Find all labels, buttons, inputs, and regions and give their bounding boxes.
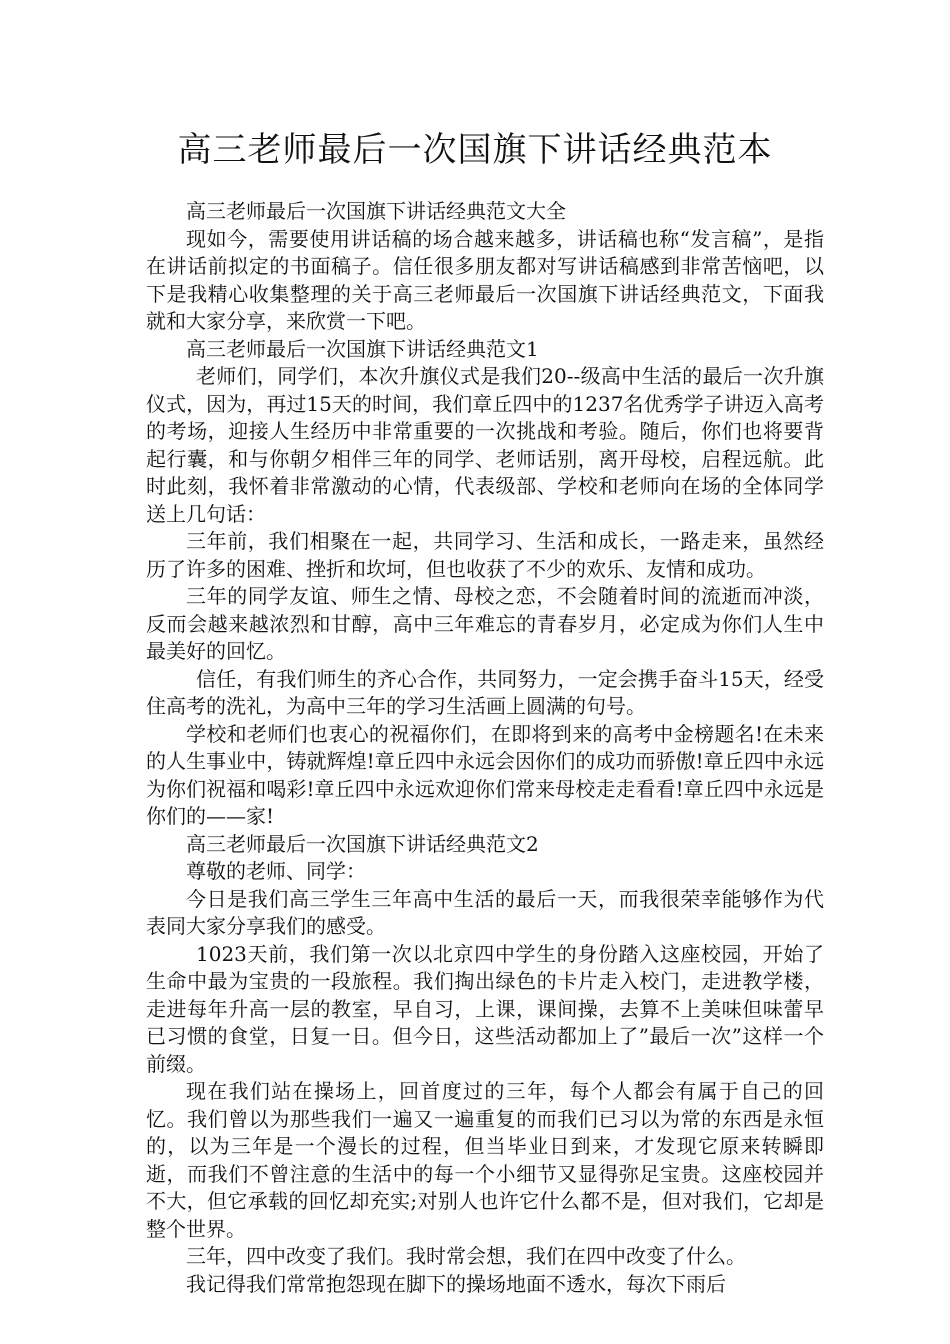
- paragraph: 三年前，我们相聚在一起，共同学习、生活和成长，一路走来，虽然经历了许多的困难、挫折和坎坷，但也收获了不少的欢乐、友情和成功。: [146, 529, 824, 581]
- paragraph-heading-1: 高三老师最后一次国旗下讲话经典范文1: [186, 336, 539, 361]
- paragraph: 今日是我们高三学生三年高中生活的最后一天，而我很荣幸能够作为代表同大家分享我们的感受。: [146, 886, 824, 938]
- paragraph-intro: 现如今，需要使用讲话稿的场合越来越多，讲话稿也称“发言稿”，是指在讲话前拟定的书面稿子。信任很多朋友都对写讲话稿感到非常苦恼吧，以下是我精心收集整理的关于高三老师最后一次国旗下讲话经典范文，下面我就和大家分享，来欣赏一下吧。: [146, 226, 824, 333]
- paragraph: 老师们，同学们，本次升旗仪式是我们20--级高中生活的最后一次升旗仪式，因为，再过15天的时间，我们章丘四中的1237名优秀学子讲迈入高考的考场，迎接人生经历中非常重要的一次挑战和考验。随后，你们也将要背起行囊，和与你朝夕相伴三年的同学、老师话别，离开母校，启程远航。此时此刻，我怀着非常激动的心情，代表级部、学校和老师向在场的全体同学送上几句话：: [146, 364, 824, 526]
- paragraph: 1023天前，我们第一次以北京四中学生的身份踏入这座校园，开始了生命中最为宝贵的一段旅程。我们掏出绿色的卡片走入校门，走进教学楼，走进每年升高一层的教室，早自习，上课，课间操，去算不上美味但味蕾早已习惯的食堂，日复一日。但今日，这些活动都加上了”最后一次”这样一个前缀。: [146, 941, 824, 1076]
- paragraph-salutation: 尊敬的老师、同学：: [186, 859, 366, 883]
- paragraph-heading-2: 高三老师最后一次国旗下讲话经典范文2: [186, 831, 539, 856]
- paragraph: 学校和老师们也衷心的祝福你们，在即将到来的高考中金榜题名!在未来的人生事业中，铸就辉煌!章丘四中永远会因你们的成功而骄傲!章丘四中永远为你们祝福和喝彩!章丘四中永远欢迎你们常来母校走走看看!章丘四中永远是你们的——家!: [146, 721, 824, 828]
- paragraph: 三年的同学友谊、师生之情、母校之恋，不会随着时间的流逝而冲淡，反而会越来越浓烈和甘醇，高中三年难忘的青春岁月，必定成为你们人生中最美好的回忆。: [146, 584, 824, 663]
- paragraph: 信任，有我们师生的齐心合作，共同努力，一定会携手奋斗15天，经受住高考的洗礼，为高中三年的学习生活画上圆满的句号。: [146, 666, 824, 718]
- paragraph: 现在我们站在操场上，回首度过的三年，每个人都会有属于自己的回忆。我们曾以为那些我们一遍又一遍重复的而我们已习以为常的东西是永恒的，以为三年是一个漫长的过程，但当毕业日到来，才发现它原来转瞬即逝，而我们不曾注意的生活中的每一个小细节又显得弥足宝贵。这座校园并不大，但它承载的回忆却充实;对别人也许它什么都不是，但对我们，它却是整个世界。: [146, 1079, 824, 1241]
- document-body: [146, 198, 824, 1298]
- paragraph: 三年，四中改变了我们。我时常会想，我们在四中改变了什么。: [186, 1244, 746, 1268]
- paragraph-subtitle: 高三老师最后一次国旗下讲话经典范文大全: [186, 199, 566, 223]
- paragraph: 我记得我们常常抱怨现在脚下的操场地面不透水，每次下雨后: [186, 1271, 726, 1296]
- document-title: 高三老师最后一次国旗下讲话经典范本: [177, 130, 773, 170]
